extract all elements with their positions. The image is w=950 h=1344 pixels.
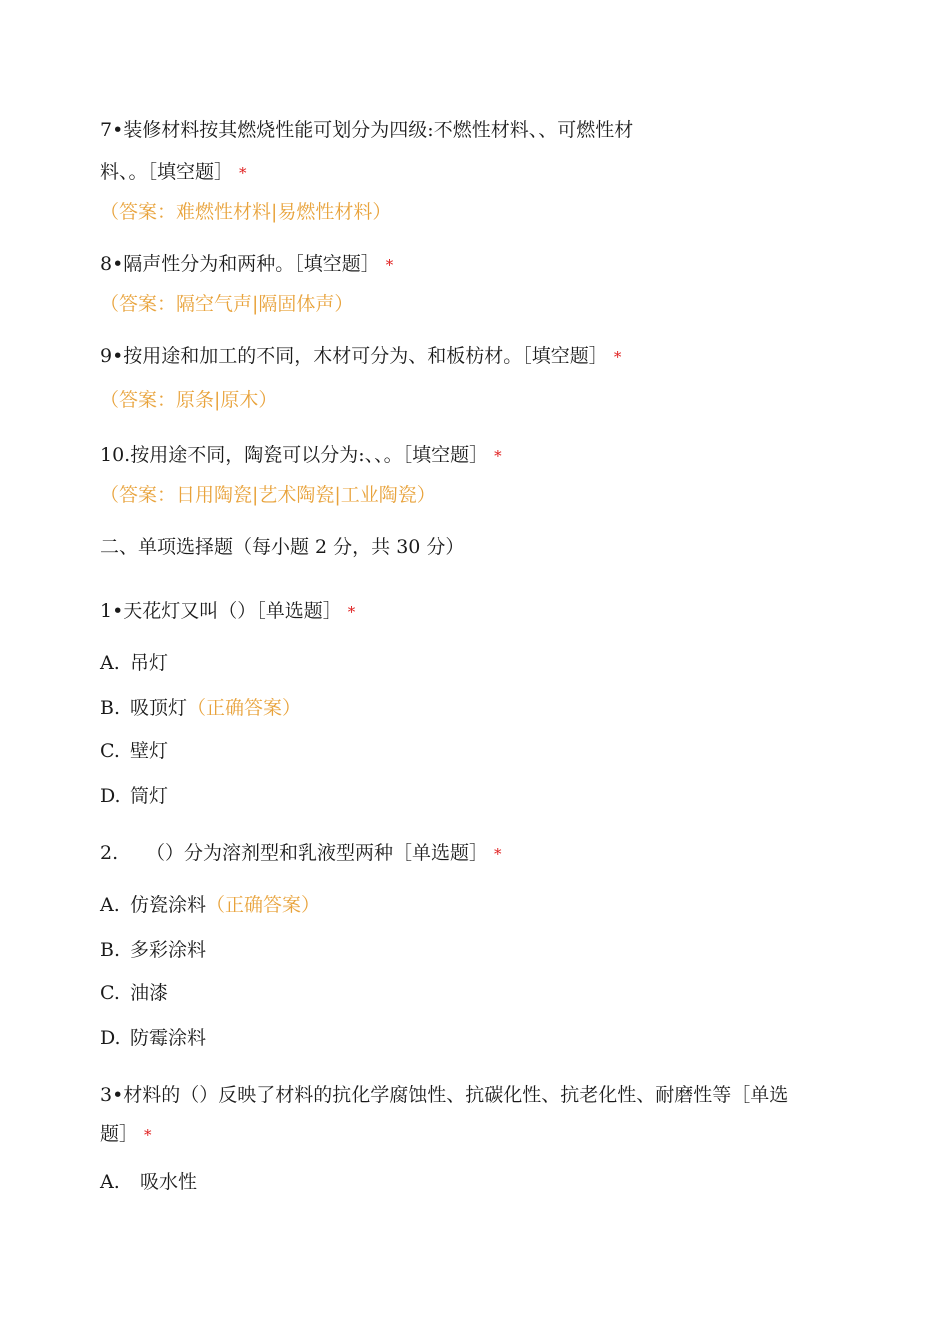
- required-asterisk: *: [494, 845, 502, 863]
- q1-option-d[interactable]: D. 筒灯: [100, 785, 169, 807]
- required-asterisk: *: [347, 603, 356, 621]
- required-asterisk: *: [613, 348, 622, 366]
- q3-option-a[interactable]: A. 吸水性: [100, 1171, 198, 1193]
- q1-option-c[interactable]: C. 壁灯: [100, 740, 169, 762]
- required-asterisk: *: [239, 164, 247, 182]
- choice-question-1: 1•天花灯又叫（）［单选题］ *: [100, 600, 356, 622]
- q2-option-a[interactable]: A. 仿瓷涂料（正确答案）: [100, 894, 321, 916]
- q2-option-d[interactable]: D. 防霉涂料: [100, 1027, 207, 1049]
- question-7-answer: （答案：难燃性材料|易燃性材料）: [100, 201, 392, 223]
- required-asterisk: *: [385, 256, 394, 274]
- question-9-answer: （答案：原条|原木）: [100, 389, 278, 411]
- q2-option-b[interactable]: B. 多彩涂料: [100, 939, 207, 961]
- question-7-line-2: 料、。［填空题］ *: [100, 161, 247, 183]
- section-2-title: 二、单项选择题（每小题 2 分，共 30 分）: [100, 536, 465, 558]
- choice-question-2: 2. （）分为溶剂型和乳液型两种［单选题］ *: [100, 842, 502, 864]
- correct-answer-marker: （正确答案）: [187, 697, 302, 719]
- question-8-answer: （答案：隔空气声|隔固体声）: [100, 293, 354, 315]
- q1-option-a[interactable]: A. 吊灯: [100, 652, 169, 674]
- question-9: 9•按用途和加工的不同，木材可分为、和板枋材。［填空题］ *: [100, 345, 622, 367]
- choice-question-3-line-2: 题］ *: [100, 1123, 152, 1145]
- q1-option-b[interactable]: B. 吸顶灯（正确答案）: [100, 697, 302, 719]
- question-10: 10.按用途不同，陶瓷可以分为:、、。［填空题］ *: [100, 444, 502, 466]
- question-10-answer: （答案：日用陶瓷|艺术陶瓷|工业陶瓷）: [100, 484, 436, 506]
- required-asterisk: *: [144, 1126, 152, 1144]
- required-asterisk: *: [494, 447, 502, 465]
- question-7-line-1: 7•装修材料按其燃烧性能可划分为四级:不燃性材料、、可燃性材: [100, 119, 634, 141]
- question-8: 8•隔声性分为和两种。［填空题］ *: [100, 253, 394, 275]
- q2-option-c[interactable]: C. 油漆: [100, 982, 169, 1004]
- correct-answer-marker: （正确答案）: [206, 894, 321, 916]
- choice-question-3-line-1: 3•材料的（）反映了材料的抗化学腐蚀性、抗碳化性、抗老化性、耐磨性等［单选: [100, 1084, 789, 1106]
